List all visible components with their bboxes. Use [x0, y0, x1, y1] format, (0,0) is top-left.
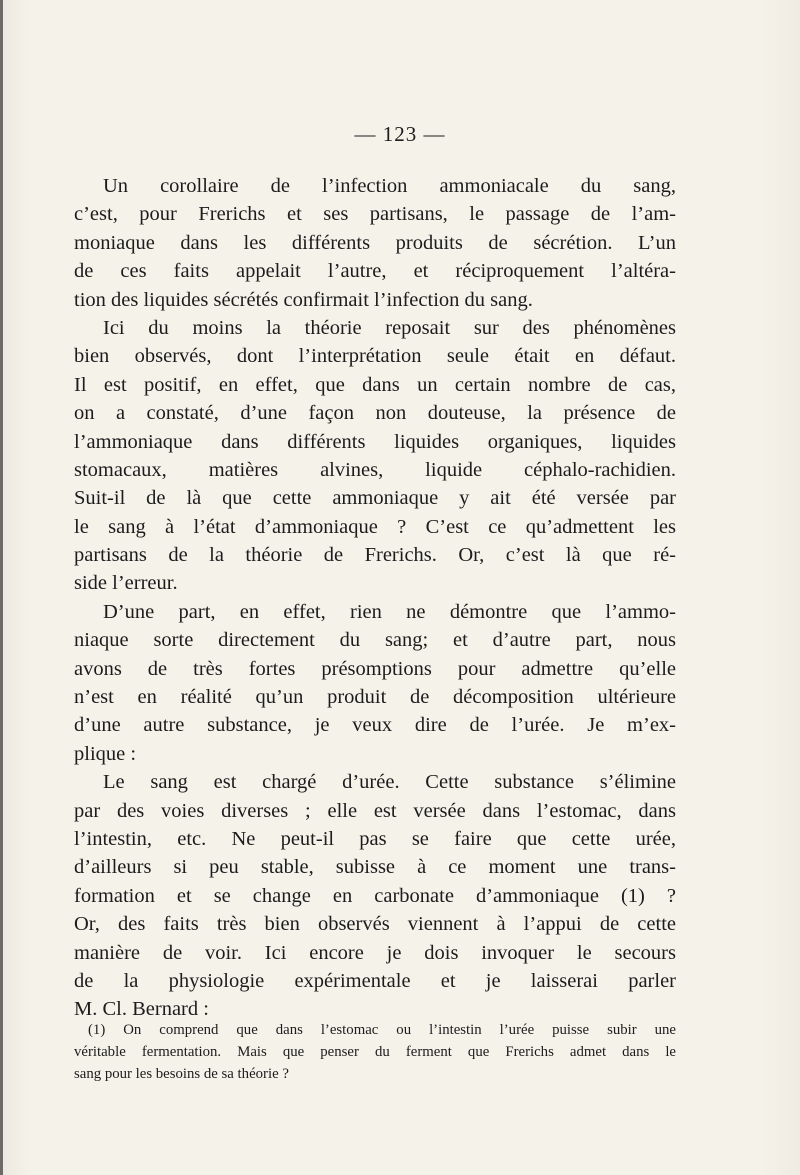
text-line: formation et se change en carbonate d’ammoniaque (1) ? — [74, 884, 676, 907]
footnote-line: sang pour les besoins de sa théorie ? — [74, 1066, 289, 1082]
text-line: de la physiologie expérimentale et je laisserai parler — [74, 969, 676, 992]
text-line: d’une autre substance, je veux dire de l’urée. Je m’ex- — [74, 714, 676, 737]
text-line: tion des liquides sécrétés confirmait l’infection du sang. — [74, 288, 533, 311]
footnote-line: (1) On comprend que dans l’estomac ou l’intestin l’urée puisse subir une — [88, 1022, 676, 1038]
text-line: par des voies diverses ; elle est versée dans l’estomac, dans — [74, 799, 676, 822]
text-line: de ces faits appelait l’autre, et réciproquement l’altéra- — [74, 260, 676, 283]
text-line: M. Cl. Bernard : — [74, 998, 209, 1021]
text-line: plique : — [74, 742, 137, 765]
text-line: stomacaux, matières alvines, liquide céphalo-rachidien. — [74, 458, 676, 481]
text-line: side l’erreur. — [74, 572, 178, 595]
text-line: bien observés, dont l’interprétation seule était en défaut. — [74, 345, 676, 368]
text-line: Le sang est chargé d’urée. Cette substance s’élimine — [103, 771, 676, 794]
text-line: d’ailleurs si peu stable, subisse à ce moment une trans- — [74, 856, 676, 879]
text-line: Or, des faits très bien observés viennent à l’appui de cette — [74, 913, 676, 936]
text-line: moniaque dans les différents produits de sécrétion. L’un — [74, 231, 676, 254]
text-line: niaque sorte directement du sang; et d’autre part, nous — [74, 629, 676, 652]
footnote — [74, 1019, 676, 1085]
text-line: Un corollaire de l’infection ammoniacale du sang, — [103, 175, 676, 197]
text-line: partisans de la théorie de Frerichs. Or, c’est là que ré- — [74, 544, 676, 567]
text-line: le sang à l’état d’ammoniaque ? C’est ce qu’admettent les — [74, 515, 676, 538]
text-line: manière de voir. Ici encore je dois invoquer le secours — [74, 941, 676, 964]
body-text — [74, 172, 676, 1024]
text-line: n’est en réalité qu’un produit de décomposition ultérieure — [74, 686, 676, 709]
footnote-line: véritable fermentation. Mais que penser du ferment que Frerichs admet dans le — [74, 1044, 676, 1060]
text-line: Il est positif, en effet, que dans un certain nombre de cas, — [74, 373, 676, 396]
text-line: Ici du moins la théorie reposait sur des phénomènes — [103, 316, 676, 339]
text-line: avons de très fortes présomptions pour admettre qu’elle — [74, 657, 676, 680]
page-number: — 123 — — [354, 122, 446, 146]
page-edge-shadow — [0, 0, 3, 1175]
text-line: Suit-il de là que cette ammoniaque y ait été versée par — [74, 487, 676, 510]
text-line: l’ammoniaque dans différents liquides organiques, liquides — [74, 430, 676, 453]
text-line: D’une part, en effet, rien ne démontre que l’ammo- — [103, 600, 676, 623]
text-line: on a constaté, d’une façon non douteuse, la présence de — [74, 402, 676, 425]
text-line: c’est, pour Frerichs et ses partisans, le passage de l’am- — [74, 203, 676, 226]
text-line: l’intestin, etc. Ne peut-il pas se faire que cette urée, — [74, 827, 676, 850]
